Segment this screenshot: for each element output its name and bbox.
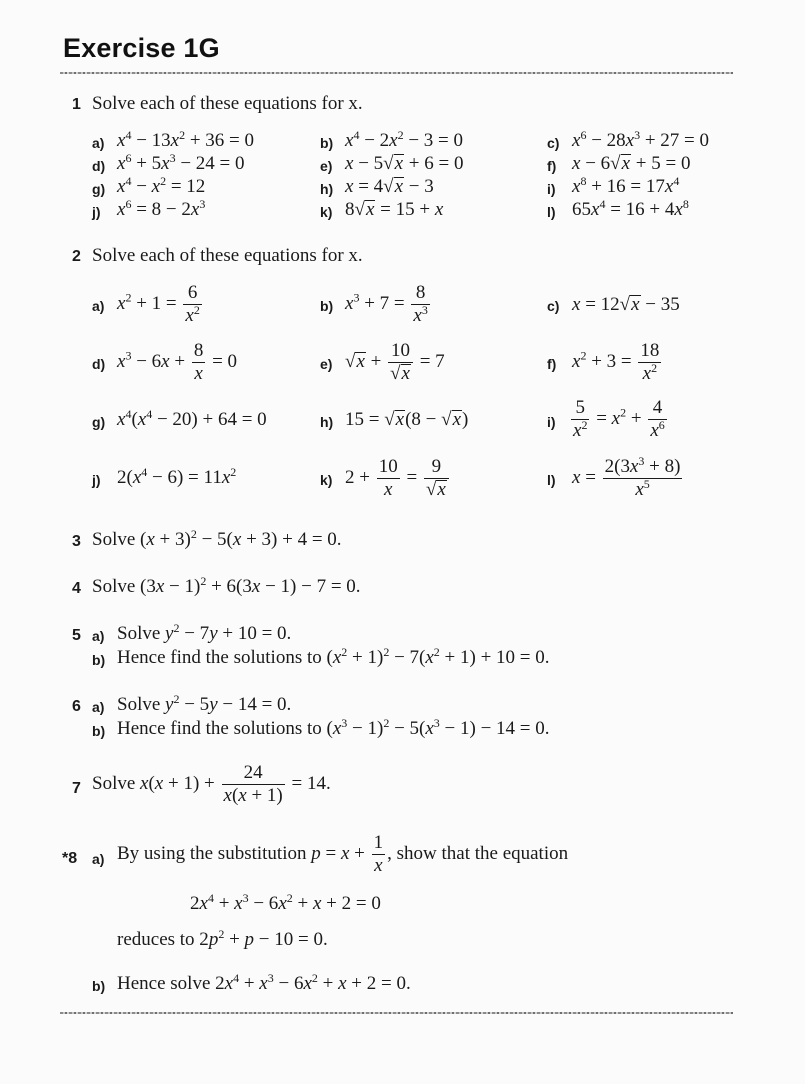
- equation: 15 = √x(8 − √x): [345, 409, 469, 430]
- equation: $x^8 + 16 = 17x^4$: [572, 173, 680, 197]
- part-label: b): [320, 135, 334, 151]
- question-text: Solve x(x + 1) + $\frac{24}{x(x + 1)}$ = 14.: [92, 762, 331, 806]
- equation: x = 12√x − 35: [572, 294, 680, 315]
- equation: $x^4(x^4 - 20) + 64 = 0$: [117, 406, 267, 430]
- equation: $x^6 + 5x^3 - 24 = 0$: [117, 150, 245, 174]
- part-label: j): [92, 472, 101, 488]
- part-label: a): [92, 851, 105, 867]
- part-label: g): [92, 181, 106, 197]
- part-label: a): [92, 135, 105, 151]
- equation: $2(x^4 - 6) = 11x^2$: [117, 464, 237, 488]
- question-text: Hence solve $2x^4 + x^3 - 6x^2 + x + 2 = 0$.: [117, 970, 411, 994]
- question-text: Solve $y^2 - 5y - 14 = 0$.: [117, 691, 292, 715]
- equation: $x^2 + 3$ = $\frac{18}{x^2}$: [572, 340, 660, 384]
- equation: $x^2 + 1$ = $\frac{6}{x^2}$: [117, 282, 200, 326]
- question-number: 7: [72, 780, 81, 797]
- part-label: f): [547, 356, 557, 372]
- question-number: *8: [62, 850, 78, 867]
- question-text: Hence find the solutions to $(x^2 + 1)^2 - 7(x^2 + 1) + 10 = 0$.: [117, 644, 550, 668]
- equation: $x^4 - 2x^2 - 3 = 0$: [345, 127, 464, 151]
- equation: x = $\frac{2(3x^3 + 8)}{x^5}$: [572, 453, 681, 500]
- equation: 8√x = 15 + x: [345, 199, 444, 220]
- equation: $x^3 + 7$ = $\frac{8}{x^3}$: [345, 282, 428, 326]
- page-title: Exercise 1G: [63, 33, 220, 63]
- equation: $x^6 = 8 - 2x^3$: [117, 196, 206, 220]
- equation: $x^6 - 28x^3 + 27 = 0$: [572, 127, 710, 151]
- part-label: b): [92, 978, 106, 994]
- equation: $x^4 - x^2 = 12$: [117, 173, 206, 197]
- part-label: j): [92, 204, 101, 220]
- part-label: i): [547, 181, 556, 197]
- equation: √x + $\frac{10}{√x}$ = 7: [345, 340, 445, 384]
- part-label: a): [92, 699, 105, 715]
- part-label: i): [547, 414, 556, 430]
- equation: $65x^4 = 16 + 4x^8$: [572, 196, 689, 220]
- part-label: e): [320, 158, 333, 174]
- question-text: Solve $y^2 - 7y + 10 = 0$.: [117, 620, 292, 644]
- equation: $x^3 - 6x$ + $\frac{8}{x}$ = 0: [117, 340, 238, 384]
- question-number: 4: [72, 580, 81, 597]
- question-number: 5: [72, 627, 81, 644]
- part-label: c): [547, 298, 560, 314]
- part-label: k): [320, 204, 333, 220]
- part-label: h): [320, 414, 334, 430]
- bottom-divider: [60, 1012, 733, 1014]
- part-label: e): [320, 356, 333, 372]
- part-label: a): [92, 298, 105, 314]
- question-number: 2: [72, 248, 81, 265]
- part-label: d): [92, 356, 106, 372]
- equation: $\frac{5}{x^2}$ = $x^2$ + $\frac{4}{x^6}$: [573, 397, 665, 441]
- question-text: Solve $(x + 3)^2 - 5(x + 3) + 4 = 0$.: [92, 526, 342, 550]
- question-text: By using the substitution p = x + $\frac{1}{x}$ , show that the equation: [117, 832, 569, 876]
- question-stem: Solve each of these equations for x.: [92, 93, 363, 114]
- part-label: l): [547, 472, 556, 488]
- question-number: 6: [72, 698, 81, 715]
- equation: x − 6√x + 5 = 0: [572, 153, 691, 174]
- question-number: 3: [72, 533, 81, 550]
- part-label: d): [92, 158, 106, 174]
- part-label: h): [320, 181, 334, 197]
- equation: x − 5√x + 6 = 0: [345, 153, 464, 174]
- equation: x = 4√x − 3: [345, 176, 434, 197]
- question-text: reduces to $2p^2 + p - 10 = 0$.: [117, 926, 328, 950]
- question-text: Hence find the solutions to $(x^3 - 1)^2 - 5(x^3 - 1) - 14 = 0$.: [117, 715, 550, 739]
- part-label: b): [320, 298, 334, 314]
- part-label: k): [320, 472, 333, 488]
- top-divider: [60, 72, 733, 74]
- equation: 2 + $\frac{10}{x}$ = $\frac{9}{√x}$: [345, 456, 451, 501]
- question-stem: Solve each of these equations for x.: [92, 245, 363, 266]
- part-label: a): [92, 628, 105, 644]
- part-label: b): [92, 652, 106, 668]
- part-label: b): [92, 723, 106, 739]
- question-text: Solve $(3x - 1)^2 + 6(3x - 1) - 7 = 0$.: [92, 573, 361, 597]
- part-label: l): [547, 204, 556, 220]
- equation: $x^4 - 13x^2 + 36 = 0$: [117, 127, 255, 151]
- part-label: g): [92, 414, 106, 430]
- display-equation: $2x^4 + x^3 - 6x^2 + x + 2 = 0$: [190, 890, 381, 914]
- question-number: 1: [72, 96, 81, 113]
- part-label: f): [547, 158, 557, 174]
- part-label: c): [547, 135, 560, 151]
